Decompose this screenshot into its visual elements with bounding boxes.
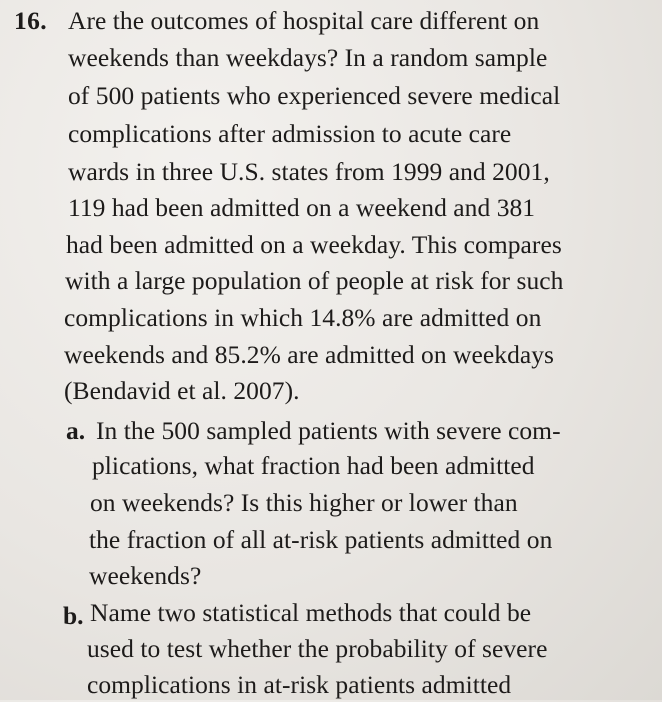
part-a-line-2: plications, what fraction had been admitted <box>92 451 535 480</box>
part-b-letter: b. <box>63 601 84 630</box>
part-a-letter: a. <box>66 416 86 445</box>
part-b-line-3: complications in at-risk patients admitted <box>87 670 512 699</box>
stem-line-7: had been admitted on a weekday. This compares <box>66 230 562 259</box>
part-a-line-5: weekends? <box>89 561 202 590</box>
stem-line-8: with a large population of people at risk for such <box>65 266 564 295</box>
stem-line-6: 119 had been admitted on a weekend and 381 <box>68 193 536 222</box>
part-b-line-2: used to test whether the probability of severe <box>87 634 548 663</box>
stem-line-1: Are the outcomes of hospital care different on <box>68 6 540 35</box>
stem-line-9: complications in which 14.8% are admitted on <box>64 303 542 332</box>
part-a-line-3: on weekends? Is this higher or lower than <box>90 488 518 517</box>
stem-line-2: weekends than weekdays? In a random sample <box>68 43 548 72</box>
problem-number: 16. <box>14 6 48 35</box>
part-a-line-1: In the 500 sampled patients with severe com- <box>96 416 561 445</box>
stem-line-4: complications after admission to acute care <box>68 119 512 148</box>
stem-line-11: (Bendavid et al. 2007). <box>64 376 300 405</box>
part-b-line-1: Name two statistical methods that could be <box>90 598 532 627</box>
part-a-line-4: the fraction of all at-risk patients admitted on <box>89 525 553 554</box>
stem-line-10: weekends and 85.2% are admitted on weekdays <box>64 340 555 369</box>
stem-line-3: of 500 patients who experienced severe medical <box>68 81 561 110</box>
stem-line-5: wards in three U.S. states from 1999 and 2001, <box>68 157 550 186</box>
